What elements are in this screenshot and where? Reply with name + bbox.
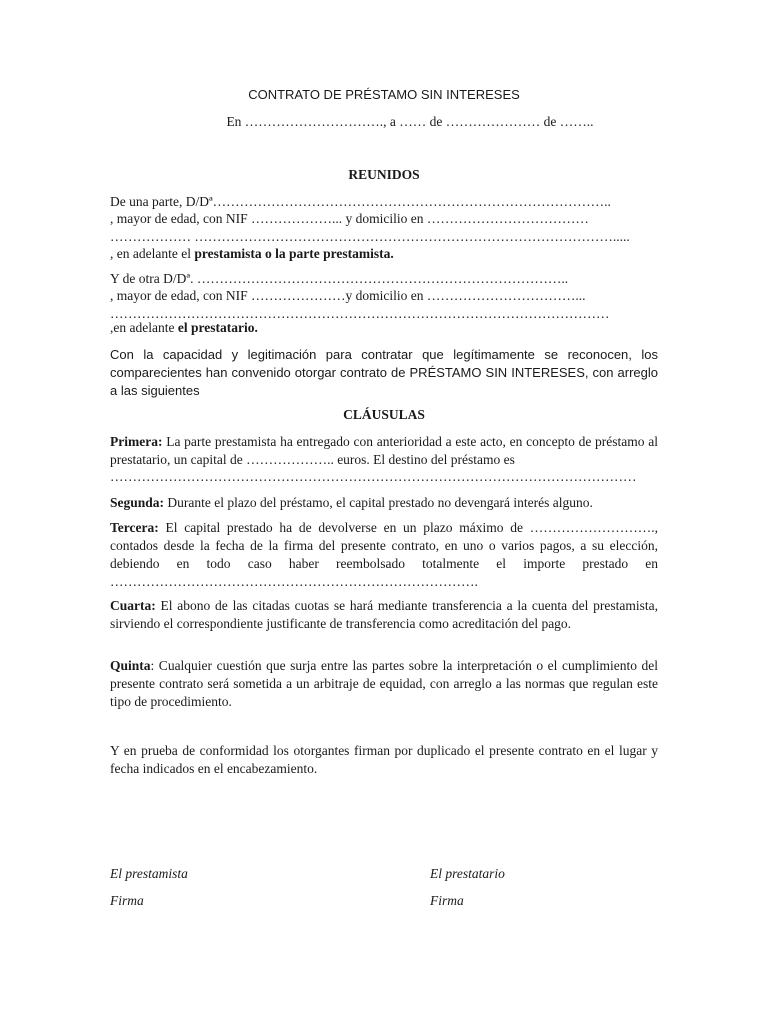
place-date-line: En …………………………., a …… de ………………… de …….. <box>226 114 594 129</box>
signature-lender-role: El prestamista <box>110 866 188 881</box>
lender-line-1: De una parte, D/Dª…………………………………………………………………………….. <box>110 194 611 209</box>
closing-paragraph: Y en prueba de conformidad los otorgantes firman por duplicado el presente contrato en el lugar y fecha indicados en el encabezamiento. <box>110 743 658 776</box>
document-title: CONTRATO DE PRÉSTAMO SIN INTERESES <box>248 87 520 102</box>
signature-lender-sign: Firma <box>110 893 144 908</box>
borrower-line-2: , mayor de edad, con NIF …………………y domicilio en ……………………………... <box>110 288 586 303</box>
reunidos-heading: REUNIDOS <box>348 167 420 182</box>
lender-line-4: , en adelante el prestamista o la parte prestamista. <box>110 246 394 261</box>
signature-borrower-role: El prestatario <box>430 866 505 881</box>
clause-quinta: Quinta: Cualquier cuestión que surja entre las partes sobre la interpretación o el cumplimiento del presente contrato será sometida a un arbitraje de equidad, con arreglo a las normas que regulan este tipo de procedimiento. <box>110 658 658 709</box>
clause-cuarta: Cuarta: El abono de las citadas cuotas se hará mediante transferencia a la cuenta del prestamista, sirviendo el correspondiente justificante de transferencia como acreditación del pago. <box>110 598 658 631</box>
lender-line-3: ……………… …………………………………………………………………………………..... <box>110 229 630 244</box>
lender-line-2: , mayor de edad, con NIF ………………... y domicilio en ……………………………… <box>110 211 589 226</box>
borrower-line-4: ,en adelante el prestatario. <box>110 320 258 335</box>
clause-segunda: Segunda: Durante el plazo del préstamo, el capital prestado no devengará interés alguno. <box>110 495 593 510</box>
clausulas-heading: CLÁUSULAS <box>343 407 425 422</box>
clause-primera-dots: ……………………………………………………………………………………………………… <box>110 469 637 484</box>
capacity-paragraph: Con la capacidad y legitimación para contratar que legítimamente se reconocen, los comparecientes han convenido otorgar contrato de PRÉSTAMO SIN INTERESES, con arreglo a las siguientes <box>110 347 658 398</box>
borrower-line-3: ………………………………………………………………………………………………… <box>110 306 610 321</box>
signature-borrower-sign: Firma <box>430 893 464 908</box>
borrower-line-1: Y de otra D/Dª. ……………………………………………………………………….. <box>110 271 569 286</box>
clause-tercera: Tercera: El capital prestado ha de devolverse en un plazo máximo de ………………………., contados desde la fecha de la firma del presente contrato, en uno o varios pagos, a su elección, debiendo en todo caso haber reembolsado totalmente el importe prestado en ………………………………………………………………………. <box>110 520 658 589</box>
clause-primera: Primera: La parte prestamista ha entregado con anterioridad a este acto, en concepto de préstamo al prestatario, un capital de ……………….. euros. El destino del préstamo es <box>110 434 658 467</box>
